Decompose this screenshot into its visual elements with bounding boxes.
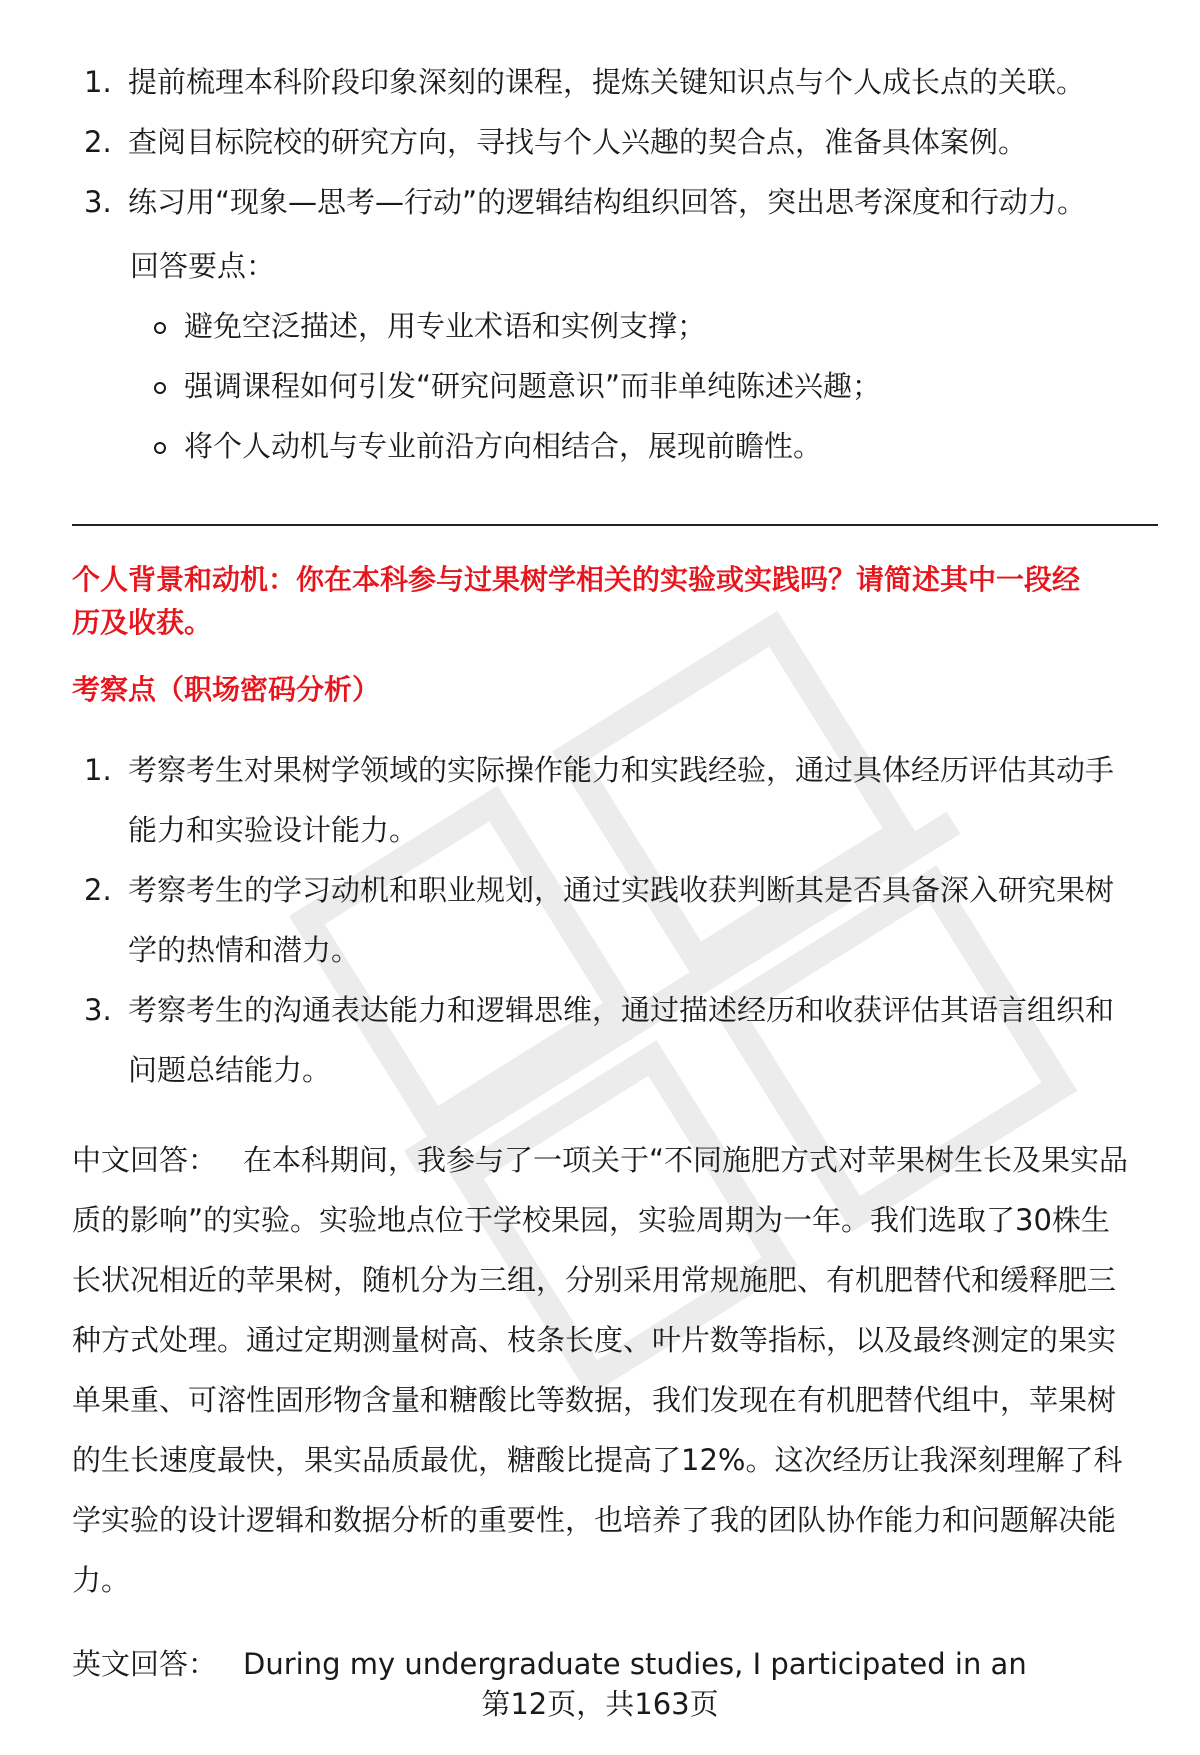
paragraph-line: 学实验的设计逻辑和数据分析的重要性，也培养了我的团队协作能力和问题解决能 <box>72 1503 1117 1537</box>
item-number: 2. <box>84 125 112 159</box>
list-item <box>70 112 1086 172</box>
bullet-item: 强调课程如何引发“研究问题意识”而非单纯陈述兴趣； <box>150 356 881 416</box>
item-number: 1. <box>84 753 112 787</box>
paragraph-line: 单果重、可溶性固形物含量和糖酸比等数据，我们发现在有机肥替代组中，苹果树 <box>72 1383 1117 1417</box>
hollow-bullet-icon <box>154 322 166 334</box>
list-item <box>70 52 1086 112</box>
item-number: 1. <box>84 65 112 99</box>
english-answer <box>72 1634 1162 1694</box>
question-line: 个人背景和动机：你在本科参与过果树学相关的实验或实践吗？请简述其中一段经 <box>72 563 1081 596</box>
chinese-answer-label: 中文回答： <box>72 1143 218 1177</box>
paragraph-line: 力。 <box>72 1563 131 1597</box>
list-item <box>70 860 1114 980</box>
item-text: 练习用“现象—思考—行动”的逻辑结构组织回答，突出思考深度和行动力。 <box>128 185 1087 219</box>
paragraph-line: 的生长速度最快，果实品质最优，糖酸比提高了12%。这次经历让我深刻理解了科 <box>72 1443 1123 1477</box>
item-line: 能力和实验设计能力。 <box>128 813 419 847</box>
section-divider <box>72 524 1158 526</box>
item-text: 提前梳理本科阶段印象深刻的课程，提炼关键知识点与个人成长点的关联。 <box>128 65 1086 99</box>
item-number: 2. <box>84 873 112 907</box>
focus-heading: 考察点（职场密码分析） <box>72 673 381 706</box>
hollow-bullet-icon <box>154 382 166 394</box>
bullet-item: 避免空泛描述，用专业术语和实例支撑； <box>150 296 881 356</box>
item-line: 考察考生的沟通表达能力和逻辑思维，通过描述经历和收获评估其语言组织和 <box>128 993 1115 1027</box>
english-answer-text: During my undergraduate studies, I participated in an <box>243 1647 1027 1681</box>
question-line: 历及收获。 <box>72 606 213 639</box>
item-line: 问题总结能力。 <box>128 1053 332 1087</box>
english-answer-label: 英文回答： <box>72 1647 218 1681</box>
paragraph-line: 中文回答： 在本科期间，我参与了一项关于“不同施肥方式对苹果树生长及果实品 <box>72 1143 1129 1177</box>
hollow-bullet-icon <box>154 442 166 454</box>
chinese-answer <box>72 1130 1162 1610</box>
paragraph-line: 质的影响”的实验。实验地点位于学校果园，实验周期为一年。我们选取了30株生 <box>72 1203 1110 1237</box>
paragraph-line: 种方式处理。通过定期测量树高、枝条长度、叶片数等指标，以及最终测定的果实 <box>72 1323 1117 1357</box>
answer-points-title: 回答要点： <box>130 249 276 283</box>
item-line: 考察考生对果树学领域的实际操作能力和实践经验，通过具体经历评估其动手 <box>128 753 1115 787</box>
list-item <box>70 740 1114 860</box>
answer-points-list <box>150 296 881 476</box>
preparation-list <box>70 52 1086 232</box>
page-footer: 第12页，共163页 <box>481 1687 719 1721</box>
bullet-item: 将个人动机与专业前沿方向相结合，展现前瞻性。 <box>150 416 881 476</box>
item-line: 考察考生的学习动机和职业规划，通过实践收获判断其是否具备深入研究果树 <box>128 873 1115 907</box>
item-text: 查阅目标院校的研究方向，寻找与个人兴趣的契合点，准备具体案例。 <box>128 125 1028 159</box>
list-item <box>70 980 1114 1100</box>
paragraph-line: 长状况相近的苹果树，随机分为三组，分别采用常规施肥、有机肥替代和缓释肥三 <box>72 1263 1117 1297</box>
question-heading <box>72 558 1158 644</box>
item-line: 学的热情和潜力。 <box>128 933 361 967</box>
focus-list <box>70 740 1114 1100</box>
list-item <box>70 172 1086 232</box>
item-number: 3. <box>84 993 112 1027</box>
item-number: 3. <box>84 185 112 219</box>
